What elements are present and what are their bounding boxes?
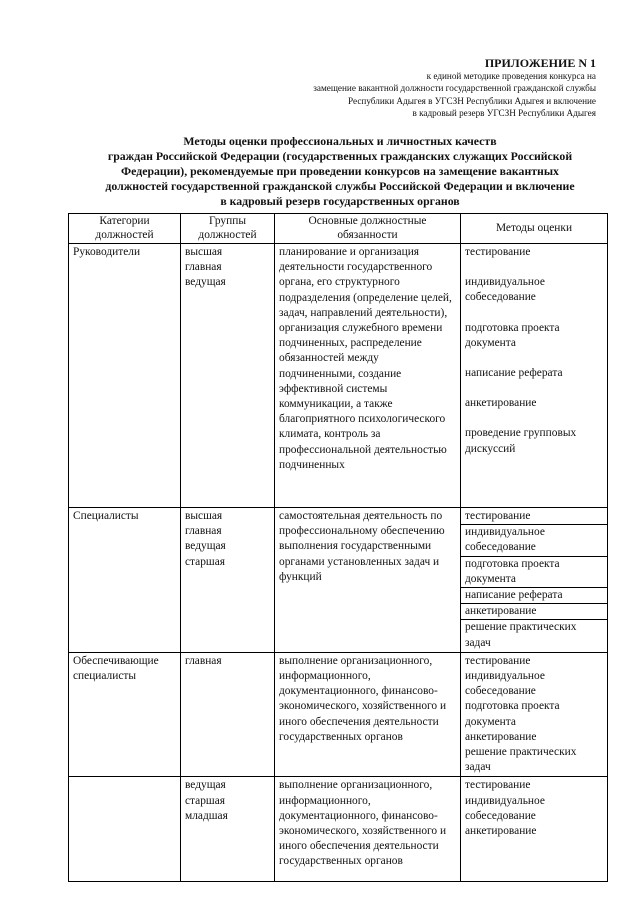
appendix-line: в кадровый резерв УГСЗН Республики Адыгея	[412, 108, 596, 119]
method-item: анкетирование	[465, 397, 537, 410]
method-item: индивидуальное собеседование	[465, 276, 545, 304]
method-item: индивидуальное собеседование	[465, 794, 545, 822]
category-cell	[69, 777, 181, 882]
duties-cell: выполнение организационного, информационного, документационного, финансово-экономического, хозяйственного и иного обеспечения деятельности государственных органов	[275, 777, 461, 882]
methods-cell	[461, 508, 608, 653]
groups-cell	[181, 777, 275, 882]
group-item: высшая	[185, 510, 223, 522]
method-item: решение практических задач	[461, 619, 607, 650]
groups-cell	[181, 244, 275, 508]
group-item: старшая	[185, 794, 225, 807]
methods-table	[68, 213, 608, 882]
method-item: проведение групповых дискуссий	[465, 427, 577, 455]
header-methods: Методы оценки	[461, 214, 608, 244]
title-line: Федерации), рекомендуемые при проведении конкурсов на замещение вакантных	[121, 164, 559, 178]
group-item: ведущая	[185, 540, 226, 553]
appendix-line: к единой методике проведения конкурса на	[426, 71, 596, 81]
groups-cell	[181, 652, 275, 777]
method-item: анкетирование	[465, 730, 537, 743]
duties-cell: планирование и организация деятельности государственного органа, его структурного подразделения (определение целей, задач, направлений деятельности), организация служебного времени подчиненных, распределение обязанностей между подчиненными, создание эффективной системы коммуникации, а также благоприятного психологического климата, контроль за профессиональной деятельностью подчиненных	[275, 244, 461, 508]
method-item: тестирование	[465, 654, 531, 667]
category-cell: Специалисты	[69, 508, 181, 653]
category-cell: Руководители	[69, 244, 181, 508]
method-item: анкетирование	[465, 825, 537, 838]
method-item: тестирование	[465, 779, 531, 792]
duties-cell: выполнение организационного, информационного, документационного, финансово-экономического, хозяйственного и иного обеспечения деятельности государственных органов	[275, 652, 461, 777]
method-item: тестирование	[465, 510, 531, 522]
appendix-heading: ПРИЛОЖЕНИЕ N 1	[484, 56, 596, 70]
appendix-block	[313, 56, 596, 120]
method-item: индивидуальное собеседование	[461, 524, 607, 555]
method-item: подготовка проекта документа	[461, 556, 607, 587]
header-groups: Группы должностей	[181, 214, 275, 244]
category-cell: Обеспечивающие специалисты	[69, 652, 181, 777]
group-item: главная	[185, 654, 222, 667]
group-item: старшая	[185, 555, 225, 568]
group-item: главная	[185, 525, 222, 538]
method-item: индивидуальное собеседование	[465, 670, 545, 698]
title-line: граждан Российской Федерации (государственных гражданских служащих Российской	[107, 149, 573, 163]
method-item: решение практических задач	[465, 746, 577, 774]
groups-cell	[181, 508, 275, 653]
methods-sublist	[461, 509, 607, 651]
table-header-row	[69, 214, 608, 244]
group-item: высшая	[185, 246, 223, 258]
table-row	[69, 508, 608, 653]
appendix-line: замещение вакантной должности государственной гражданской службы	[313, 83, 596, 94]
method-item: подготовка проекта документа	[465, 321, 560, 349]
methods-cell	[461, 244, 608, 508]
method-item: тестирование	[465, 246, 531, 258]
header-duties: Основные должностные обязанности	[275, 214, 461, 244]
duties-cell: самостоятельная деятельность по профессиональному обеспечению выполнения государственными органами установленных задач и функций	[275, 508, 461, 653]
method-item: написание реферата	[461, 587, 607, 603]
methods-cell	[461, 652, 608, 777]
title-line: должностей государственной гражданской службы Российской Федерации и включение	[105, 179, 575, 193]
group-item: ведущая	[185, 276, 226, 289]
group-item: главная	[185, 261, 222, 274]
title-line: Методы оценки профессиональных и личностных качеств	[183, 134, 497, 148]
table-row	[69, 652, 608, 777]
method-item: подготовка проекта документа	[465, 700, 560, 728]
group-item: младшая	[185, 809, 228, 822]
table-row	[69, 244, 608, 508]
methods-cell	[461, 777, 608, 882]
appendix-line: Республики Адыгея в УГСЗН Республики Адыгея и включение	[348, 95, 596, 106]
method-item: анкетирование	[461, 603, 607, 619]
header-category: Категории должностей	[69, 214, 181, 244]
method-item: написание реферата	[465, 367, 563, 380]
table-row	[69, 777, 608, 882]
document-title	[70, 134, 610, 209]
title-line: в кадровый резерв государственных органов	[220, 194, 460, 208]
group-item: ведущая	[185, 779, 226, 792]
